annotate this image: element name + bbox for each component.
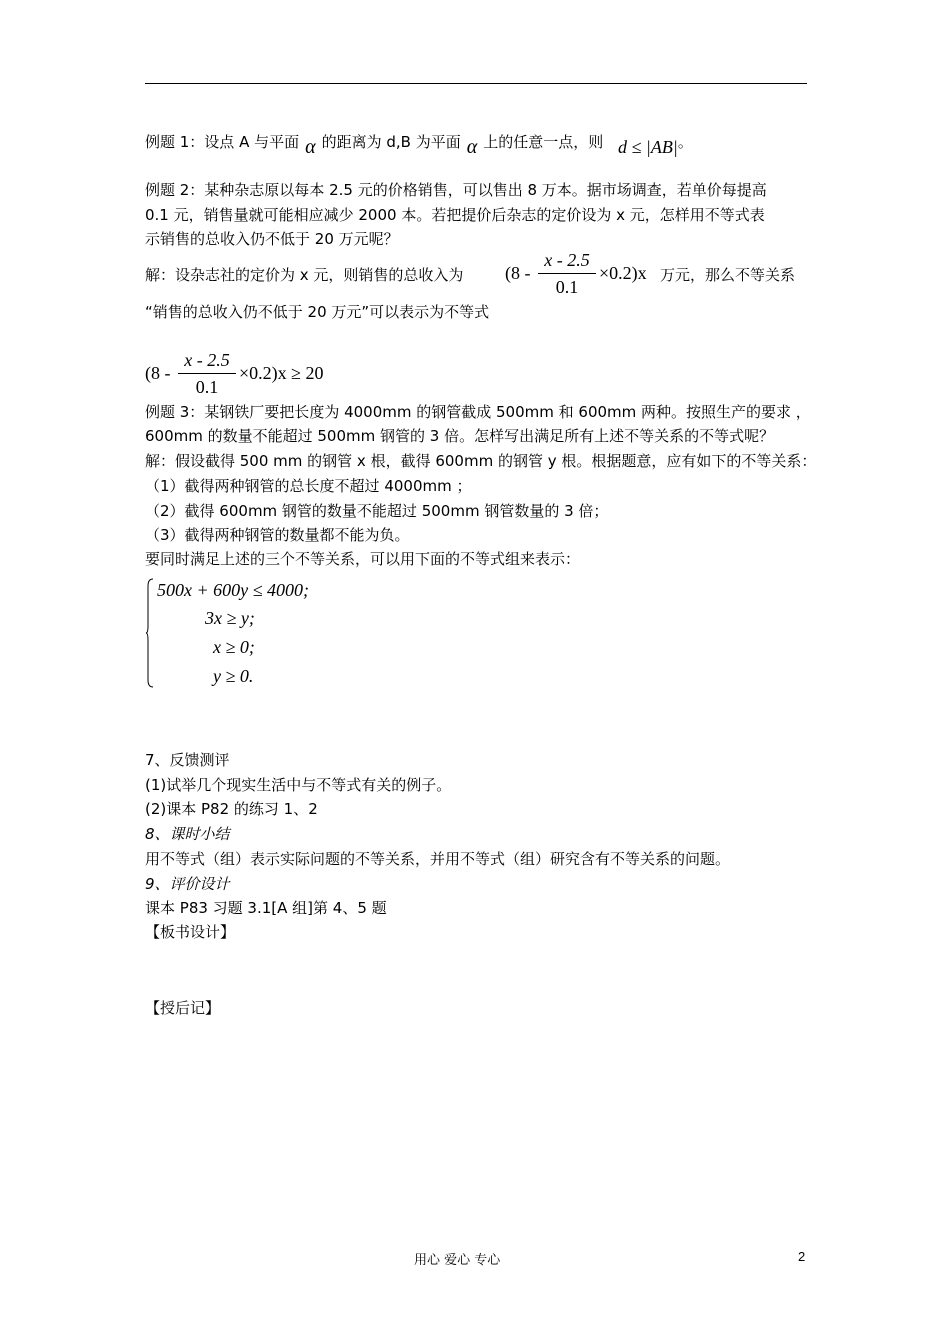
section-9-heading: 9、评价设计 (145, 875, 230, 893)
example-2-line-1: 例题 2：某种杂志原以每本 2.5 元的价格销售，可以售出 8 万本。据市场调查，若单价每提高 (145, 181, 767, 199)
example-1-period: 。 (677, 133, 693, 151)
example-1-text-c: 上的任意一点，则 (483, 133, 604, 151)
page-footer: 用心 爱心 专心 (414, 1253, 501, 1268)
example-2-line-3: 示销售的总收入仍不低于 20 万元呢？ (145, 230, 399, 248)
system-line-4: y ≥ 0. (213, 666, 254, 686)
example-3-line-6: （3）截得两种钢管的数量都不能为负。 (145, 526, 410, 544)
expr-prefix: (8 - (505, 263, 531, 283)
revenue-inequality (145, 348, 345, 398)
example-3-line-5: （2）截得 600mm 钢管的数量不能超过 500mm 钢管数量的 3 倍； (145, 502, 609, 520)
example-1-formula: d ≤ |AB| (618, 137, 678, 157)
system-line-2: 3x ≥ y; (205, 608, 255, 628)
ineq-numerator: x - 2.5 (184, 350, 230, 370)
fraction-numerator: x - 2.5 (544, 250, 590, 270)
ineq-fraction-bar (178, 373, 236, 374)
section-8-text: 用不等式（组）表示实际问题的不等关系，并用不等式（组）研究含有不等关系的问题。 (145, 850, 731, 868)
example-2-line-2: 0.1 元，销售量就可能相应减少 2000 本。若把提价后杂志的定价设为 x 元，怎样用不等式表 (145, 206, 765, 224)
example-3-line-7: 要同时满足上述的三个不等关系，可以用下面的不等式组来表示： (145, 550, 581, 568)
fraction-bar (538, 273, 596, 274)
solution-text-b: 万元，那么不等关系 (660, 266, 796, 284)
expr-suffix: ×0.2)x (599, 263, 647, 283)
system-line-1: 500x + 600y ≤ 4000; (157, 580, 309, 600)
ineq-prefix: (8 - (145, 363, 171, 383)
section-7-item-1: (1)试举几个现实生活中与不等式有关的例子。 (145, 776, 452, 794)
post-class-notes-heading: 【授后记】 (145, 999, 221, 1017)
example-1-text-b: 的距离为 d,B 为平面 (321, 133, 461, 151)
alpha-symbol: α (305, 136, 316, 158)
example-3-line-3: 解：假设截得 500 mm 的钢管 x 根，截得 600mm 的钢管 y 根。根据题意，应有如下的不等关系： (145, 452, 817, 470)
section-7-item-2: (2)课本 P82 的练习 1、2 (145, 800, 318, 818)
example-3-line-1: 例题 3：某钢铁厂要把长度为 4000mm 的钢管截成 500mm 和 600mm 两种。按照生产的要求 ， (145, 403, 811, 421)
solution-text-a: 解：设杂志社的定价为 x 元，则销售的总收入为 (145, 266, 464, 284)
example-2-solution (145, 265, 463, 285)
fraction-denominator: 0.1 (555, 277, 579, 297)
section-9-text: 课本 P83 习题 3.1[A 组]第 4、5 题 (145, 899, 387, 917)
alpha-symbol: α (466, 136, 478, 158)
example-3-line-2: 600mm 的数量不能超过 500mm 钢管的 3 倍。怎样写出满足所有上述不等关系的不等式呢？ (145, 427, 775, 445)
section-8-heading: 8、课时小结 (145, 825, 230, 843)
system-line-3: x ≥ 0; (213, 637, 255, 657)
example-1 (145, 131, 693, 158)
section-7-heading: 7、反馈测评 (145, 751, 230, 769)
page-number: 2 (798, 1249, 806, 1264)
solution-text-c: “销售的总收入仍不低于 20 万元”可以表示为不等式 (145, 303, 490, 321)
header-rule (145, 83, 807, 84)
system-brace (146, 578, 154, 688)
example-3-line-4: （1）截得两种钢管的总长度不超过 4000mm ； (145, 477, 472, 495)
board-design-heading: 【板书设计】 (145, 923, 236, 941)
ineq-suffix: ×0.2)x ≥ 20 (239, 363, 324, 383)
revenue-expression (505, 250, 665, 300)
ineq-denominator: 0.1 (195, 377, 219, 397)
example-1-text-a: 例题 1：设点 A 与平面 (145, 133, 300, 151)
